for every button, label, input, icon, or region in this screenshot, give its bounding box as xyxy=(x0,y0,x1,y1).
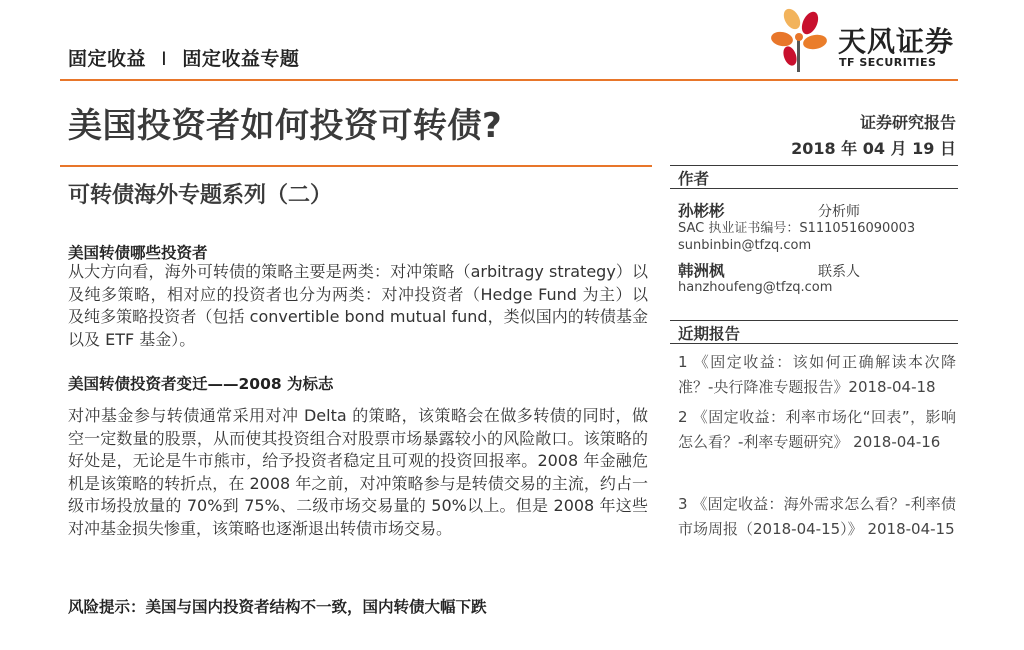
section2-text: 对冲基金参与转债通常采用对冲 Delta 的策略，该策略会在做多转债的同时，做空一定数量的股票，从而使其投资组合对股票市场暴露较小的风险敞口。该策略的好处是，无论是牛市熊市，给予投资者稳定且可观的投资回报率。2008 年金融危机是该策略的转折点，在 2008 年之前，对冲策略参与是转债交易的主流，约占一级市场投放量的 70%到 75%、二级市场交易量的 50%以上。但是 2008 年这些对冲基金损失惨重，该策略也逐渐退出转债市场交易。 xyxy=(68,406,648,538)
recent-report-3[interactable]: 3 《固定收益：海外需求怎么看？-利率债市场周报（2018-04-15）》 2018-04-15 xyxy=(678,495,956,538)
section1-text: 从大方向看，海外可转债的策略主要是两类：对冲策略（arbitragy strategy）以及纯多策略，相对应的投资者也分为两类：对冲投资者（Hedge Fund 为主）以及纯多策略投资者（包括 convertible bond mutual fund，类似国内的转债基金以及 ETF 基金）。 xyxy=(68,262,648,349)
author2-role: 联系人 xyxy=(818,264,860,280)
author1-name: 孙彬彬 xyxy=(678,202,725,220)
authors-heading: 作者 xyxy=(678,170,710,188)
author1-cert: SAC 执业证书编号：S1110516090003 xyxy=(678,221,916,236)
report-type: 证券研究报告 xyxy=(859,113,956,132)
risk-warning: 风险提示：美国与国内投资者结构不一致，国内转债大幅下跌 xyxy=(68,598,487,616)
report-subtitle: 可转债海外专题系列（二） xyxy=(68,183,333,208)
recent-report-1[interactable]: 1 《固定收益：该如何正确解读本次降准？-央行降准专题报告》2018-04-18 xyxy=(678,353,956,396)
recent-report-2[interactable]: 2 《固定收益：利率市场化“回表”，影响怎么看？-利率专题研究》 2018-04-16 xyxy=(678,408,956,451)
section-breadcrumb xyxy=(68,44,299,71)
recent-top-rule xyxy=(670,320,958,321)
section1-heading: 美国转债哪些投资者 xyxy=(68,244,208,262)
logo-text-cn: 天风证券 xyxy=(838,25,955,58)
author1-role: 分析师 xyxy=(818,204,860,220)
sidebar-top-rule xyxy=(670,165,958,166)
logo-text-en: TF SECURITIES xyxy=(839,56,937,69)
header-divider xyxy=(60,79,958,81)
report-title: 美国投资者如何投资可转债? xyxy=(68,106,503,146)
section2-heading: 美国转债投资者变迁——2008 为标志 xyxy=(68,375,334,393)
recent-rule xyxy=(670,343,958,344)
report-date: 2018 年 04 月 19 日 xyxy=(791,139,956,158)
breadcrumb-separator: I xyxy=(161,48,168,70)
authors-rule xyxy=(670,188,958,189)
author1-email[interactable]: sunbinbin@tfzq.com xyxy=(678,238,812,253)
title-divider xyxy=(60,165,652,167)
recent-heading: 近期报告 xyxy=(678,325,741,343)
author2-name: 韩洲枫 xyxy=(678,262,725,280)
breadcrumb-category: 固定收益 xyxy=(68,48,147,70)
company-logo xyxy=(768,6,968,78)
author2-email[interactable]: hanzhoufeng@tfzq.com xyxy=(678,280,833,295)
breadcrumb-subcategory: 固定收益专题 xyxy=(182,48,300,70)
logo-petals-icon xyxy=(768,6,830,76)
